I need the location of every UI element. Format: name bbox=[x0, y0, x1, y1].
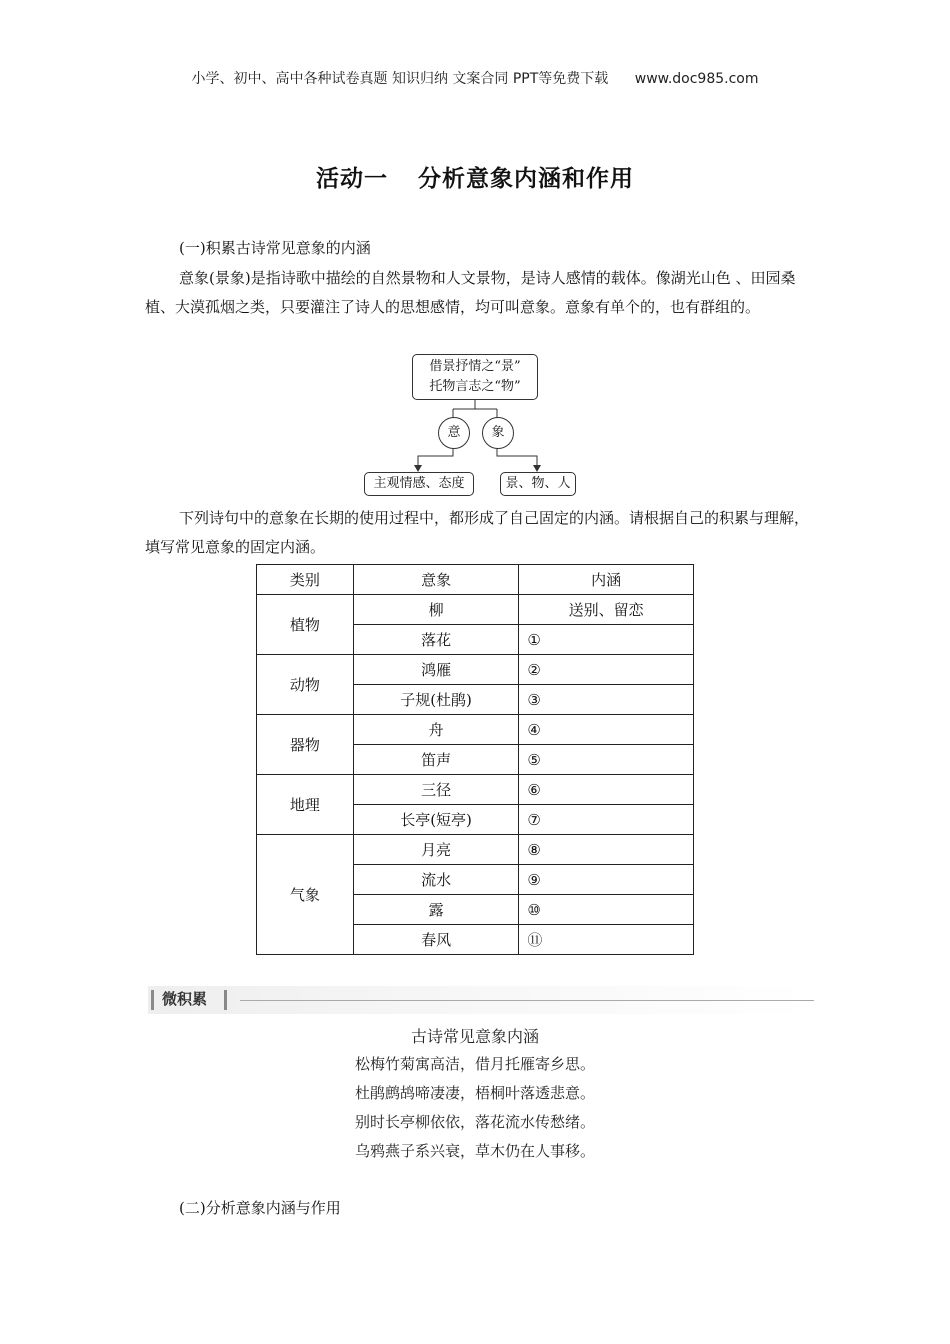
banner-divider bbox=[240, 1000, 814, 1001]
image-cell: 舟 bbox=[353, 715, 519, 745]
micro-accumulation-banner bbox=[148, 986, 814, 1014]
header-text: 小学、初中、高中各种试卷真题 知识归纳 文案合同 PPT等免费下载 bbox=[191, 71, 609, 87]
arrowhead-right bbox=[533, 465, 541, 472]
title-subject: 分析意象内涵和作用 bbox=[418, 166, 634, 192]
table-header-row bbox=[257, 565, 694, 595]
meaning-cell: ⑩ bbox=[519, 895, 694, 925]
meaning-cell: ④ bbox=[519, 715, 694, 745]
instruction-paragraph: 下列诗句中的意象在长期的使用过程中，都形成了自己固定的内涵。请根据自己的积累与理解，填写常见意象的固定内涵。 bbox=[145, 509, 810, 556]
meaning-cell: ⑪ bbox=[519, 925, 694, 955]
table-header-cell: 内涵 bbox=[519, 565, 694, 595]
page-header bbox=[0, 68, 950, 88]
meaning-cell: ① bbox=[519, 625, 694, 655]
category-cell: 植物 bbox=[257, 595, 354, 655]
image-cell: 落花 bbox=[353, 625, 519, 655]
image-cell: 露 bbox=[353, 895, 519, 925]
table-header-cell: 意象 bbox=[353, 565, 519, 595]
diagram-top-line1: 借景抒情之“景” bbox=[429, 359, 521, 374]
banner-label: 微积累 bbox=[162, 990, 208, 1008]
banner-right-bar bbox=[224, 990, 227, 1010]
section1-heading: (一)积累古诗常见意象的内涵 bbox=[179, 239, 371, 257]
table-row bbox=[257, 775, 694, 805]
image-cell: 月亮 bbox=[353, 835, 519, 865]
diagram-top-box bbox=[412, 354, 538, 400]
imagery-table bbox=[256, 564, 694, 955]
arrow-left bbox=[418, 448, 453, 470]
section1-intro: 意象(景象)是指诗歌中描绘的自然景物和人文景物，是诗人感情的载体。像湖光山色 、田园桑植、大漠孤烟之类，只要灌注了诗人的思想感情，均可叫意象。意象有单个的，也有群组的。 bbox=[145, 269, 796, 316]
arrowhead-left bbox=[414, 465, 422, 472]
diagram-circle-xiang: 象 bbox=[482, 417, 514, 449]
meaning-cell: ③ bbox=[519, 685, 694, 715]
table-header-cell: 类别 bbox=[257, 565, 354, 595]
header-site-link[interactable]: www.doc985.com bbox=[634, 71, 759, 87]
poem-line: 松梅竹菊寓高洁，借月托雁寄乡思。 bbox=[354, 1055, 595, 1073]
image-cell: 鸿雁 bbox=[353, 655, 519, 685]
diagram-right-box: 景、物、人 bbox=[500, 472, 576, 496]
imagery-diagram bbox=[360, 352, 590, 500]
diagram-circle-yi: 意 bbox=[438, 417, 470, 449]
diagram-left-box: 主观情感、态度 bbox=[364, 472, 474, 496]
image-cell: 春风 bbox=[353, 925, 519, 955]
category-cell: 器物 bbox=[257, 715, 354, 775]
diagram-top-line2: 托物言志之“物” bbox=[429, 379, 521, 394]
meaning-cell: ⑤ bbox=[519, 745, 694, 775]
image-cell: 流水 bbox=[353, 865, 519, 895]
category-cell: 地理 bbox=[257, 775, 354, 835]
page-title bbox=[0, 160, 950, 193]
arrow-right bbox=[497, 448, 537, 470]
table-row bbox=[257, 655, 694, 685]
image-cell: 柳 bbox=[353, 595, 519, 625]
meaning-cell: ⑨ bbox=[519, 865, 694, 895]
meaning-cell: ② bbox=[519, 655, 694, 685]
image-cell: 长亭(短亭) bbox=[353, 805, 519, 835]
meaning-cell: ⑦ bbox=[519, 805, 694, 835]
image-cell: 笛声 bbox=[353, 745, 519, 775]
image-cell: 子规(杜鹃) bbox=[353, 685, 519, 715]
meaning-cell: ⑥ bbox=[519, 775, 694, 805]
poem-line: 别时长亭柳依依，落花流水传愁绪。 bbox=[354, 1113, 595, 1131]
category-cell: 气象 bbox=[257, 835, 354, 955]
image-cell: 三径 bbox=[353, 775, 519, 805]
category-cell: 动物 bbox=[257, 655, 354, 715]
title-activity: 活动一 bbox=[316, 166, 388, 192]
table-row bbox=[257, 595, 694, 625]
table-row bbox=[257, 835, 694, 865]
poem-title: 古诗常见意象内涵 bbox=[410, 1027, 539, 1046]
table-row bbox=[257, 715, 694, 745]
banner-left-bar bbox=[151, 990, 154, 1010]
poem-line: 杜鹃鹧鸪啼凄凄，梧桐叶落透悲意。 bbox=[354, 1084, 595, 1102]
section2-heading: (二)分析意象内涵与作用 bbox=[179, 1199, 341, 1217]
meaning-cell: ⑧ bbox=[519, 835, 694, 865]
meaning-cell: 送别、留恋 bbox=[519, 595, 694, 625]
poem-line: 乌鸦燕子系兴衰，草木仍在人事移。 bbox=[354, 1142, 595, 1160]
